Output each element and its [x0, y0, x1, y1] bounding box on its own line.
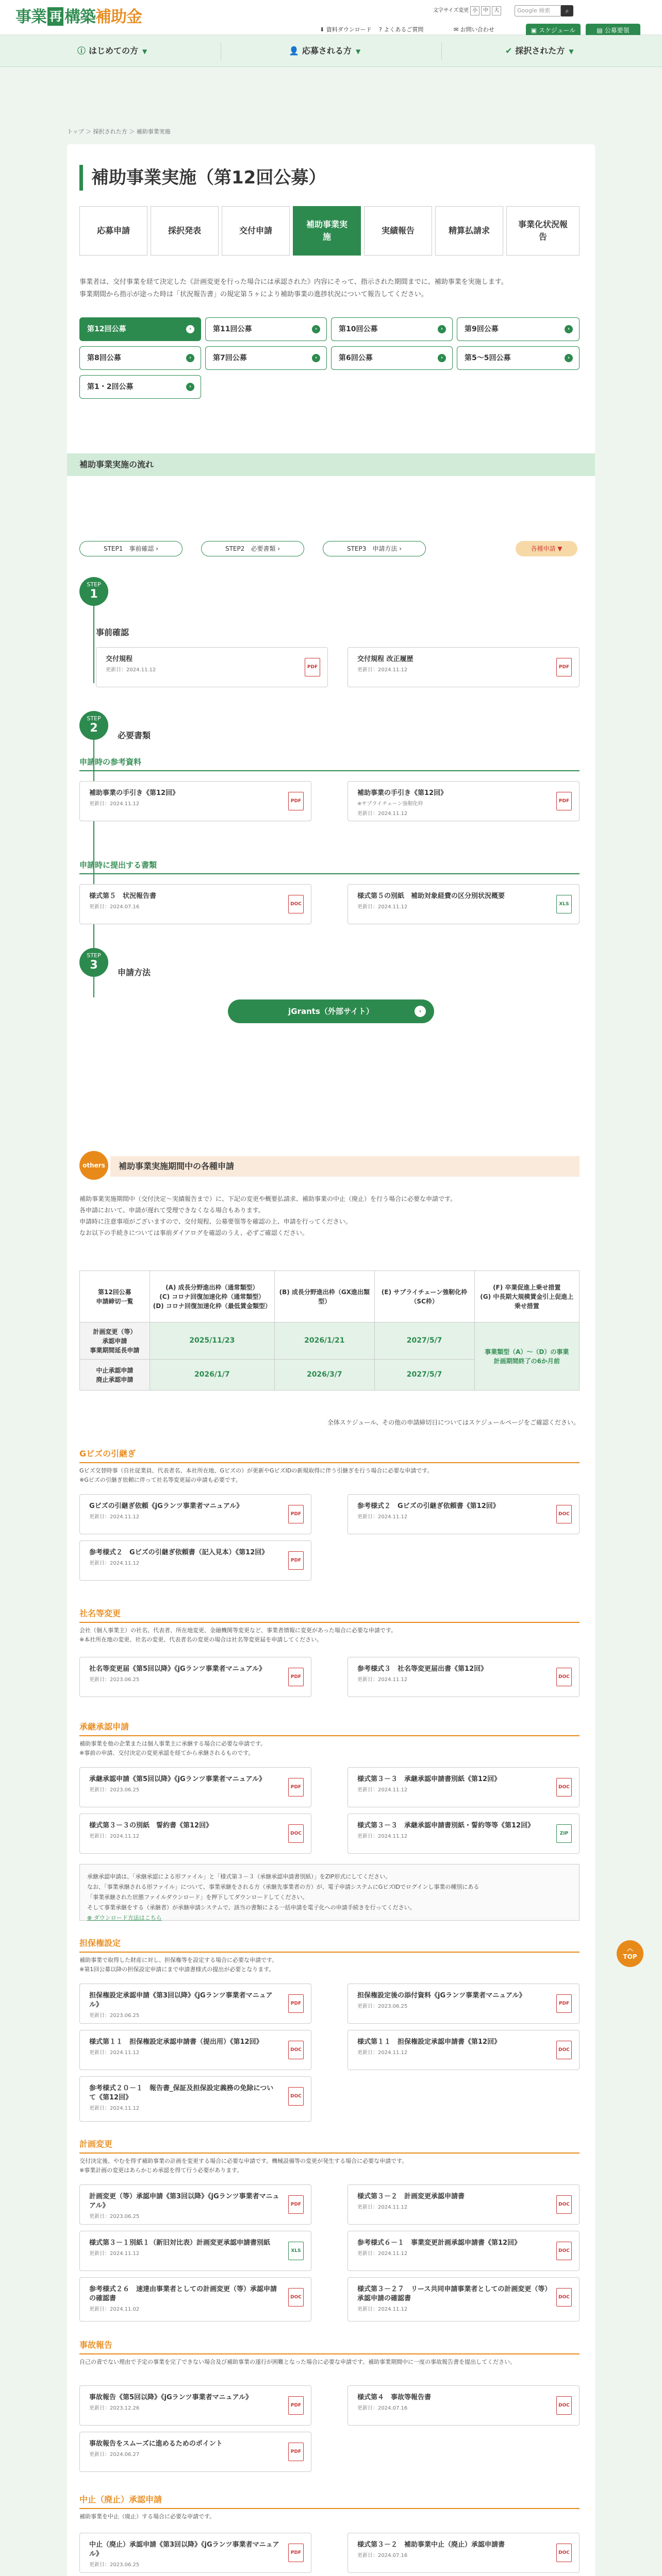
font-size-medium[interactable]: 中 [481, 6, 490, 15]
table-header: (B) 成長分野進出枠（GX進出類型） [274, 1271, 374, 1323]
table-cell: 2027/5/7 [374, 1360, 474, 1391]
step3-badge: STEP 3 [79, 948, 108, 977]
doc-card[interactable]: 中止（廃止）承認申請《第3回以降》《jGランツ事業者マニュアル》 更新日：2023.06.25 PDF [79, 2533, 311, 2573]
table-cell-merged: 事業類型（A）～（D）の事業 計画期間終了の6か月前 [474, 1323, 580, 1391]
doc-icon: DOC [288, 2087, 304, 2106]
doc-card[interactable]: 参考様式２ Gビズの引継ぎ依頼書《第12回》 更新日：2024.11.12 DOC [347, 1494, 580, 1534]
doc-icon: DOC [556, 2041, 572, 2059]
doc-card[interactable]: 補助事業の手引き《第12回》 ※サプライチェーン強靭化枠 更新日：2024.11.12 PDF [347, 781, 580, 821]
doc-card[interactable]: 様式第１１ 担保権設定承認申請書《第12回》 更新日：2024.11.12 DOC [347, 2030, 580, 2070]
round-tab-8[interactable]: 第8回公募 › [79, 346, 201, 370]
step1-badge: STEP 1 [79, 577, 108, 606]
doc-icon: DOC [288, 1824, 304, 1843]
doc-icon: DOC [288, 2288, 304, 2307]
doc-icon: DOC [556, 2242, 572, 2260]
pdf-icon: PDF [305, 658, 320, 676]
doc-icon: DOC [288, 895, 304, 913]
process-steps [79, 206, 580, 256]
util-link-faq[interactable]: ? よくあるご質問 [379, 26, 424, 33]
table-cell: 2025/11/23 [150, 1323, 274, 1360]
doc-card[interactable]: 交付規程 更新日：2024.11.12 PDF [96, 647, 328, 687]
round-tab-11[interactable]: 第11回公募 › [205, 317, 327, 341]
pdf-icon: PDF [288, 1778, 304, 1797]
nav-item-adopted[interactable]: ✔ 採択された方 ▼ [505, 46, 574, 56]
doc-card[interactable]: 様式第３－２ 計画変更承認申請書 更新日：2024.11.12 DOC [347, 2184, 580, 2225]
util-link-download[interactable]: ⬇ 資料ダウンロード [320, 26, 372, 33]
main-content [67, 144, 595, 2576]
subhead-reference: 申請時の参考資料 [79, 756, 580, 771]
doc-card[interactable]: 様式第３－２ 補助事業中止（廃止）承認申請書 更新日：2024.07.16 DOC [347, 2533, 580, 2573]
search-input[interactable]: Google 検索 [515, 5, 561, 16]
check-icon: ✔ [505, 46, 512, 56]
pdf-icon: PDF [556, 658, 572, 676]
step-adoption[interactable]: 採択発表 [151, 206, 219, 256]
schedule-note: 全体スケジュール、その他の申請締切日についてはスケジュールページをご確認ください。 [327, 1419, 580, 1426]
step1-title: 事前確認 [96, 628, 129, 637]
table-cell: 2026/1/7 [150, 1360, 274, 1391]
chevron-right-icon: › [186, 354, 194, 362]
section-head-accident: 事故報告 [79, 2339, 580, 2354]
flow-tag-other[interactable]: 各種申請 ▼ [516, 541, 577, 556]
chevron-down-icon: ▼ [569, 48, 574, 55]
page-description: 事業者は、交付事業を経て決定した《計画変更を行った場合には承認された》内容にそって、指示された期間までに、補助事業を実施します。 事業期間から指示が途った時は「状況報告書」の規定第５ヶにより補助事業の進捗状況について報告してください。 [79, 278, 508, 298]
round-tab-6[interactable]: 第6回公募 › [331, 346, 453, 370]
nav-item-beginner[interactable]: ⓘ はじめての方 ▼ [77, 46, 147, 56]
doc-icon: DOC [556, 2396, 572, 2415]
section-desc: 補助事業を中止（廃止）する場合に必要な申請です。 [79, 2513, 216, 2520]
download-method-link[interactable]: ⊕ ダウンロード方法はこちら [87, 1914, 162, 1921]
breadcrumb[interactable]: トップ ＞ 採択された方 ＞ 補助事業実施 [67, 128, 171, 135]
step2-title: 必要書類 [118, 731, 151, 740]
section-desc: 会社（個人事業主）の社名、代表者、所在地変更、金融機関等変更など、事業者情報に変更があった場合に必要な申請です。 ※本社所在地の変更、社名の変更、代表者名の変更の場合は社名等変更届を申請してください。 [79, 1627, 397, 1643]
doc-icon: DOC [288, 2041, 304, 2059]
doc-card[interactable]: 事故報告をスムーズに進めるためのポイント 更新日：2024.06.27 PDF [79, 2432, 311, 2472]
step2-badge: STEP 2 [79, 711, 108, 740]
doc-card[interactable]: 参考様式３ 社名等変更届出書《第12回》 更新日：2024.11.12 DOC [347, 1657, 580, 1697]
doc-card[interactable]: 参考様式６－１ 事業変更計画承認申請書《第12回》 更新日：2024.11.12 DOC [347, 2231, 580, 2271]
step-apply[interactable]: 応募申請 [79, 206, 147, 256]
pdf-icon: PDF [288, 2544, 304, 2562]
chevron-right-icon: › [186, 383, 194, 391]
nav-item-applicant[interactable]: 👤 応募される方 ▼ [289, 46, 361, 56]
section-desc: 補助事業で取得した財産に対し、担保権等を設定する場合に必要な申請です。 ※第1回公募以降の担保設定申請にまで申請書様式の提出が必要となります。 [79, 1957, 278, 1973]
search-icon[interactable]: ⌕ [561, 5, 573, 16]
round-tab-1-2[interactable]: 第1・2回公募 › [79, 375, 201, 399]
step-connector [93, 606, 94, 683]
flow-step1-link[interactable]: STEP1 事前確認 › [79, 541, 183, 556]
step-settlement[interactable]: 精算払請求 [435, 206, 503, 256]
font-size-control: 文字サイズ変更 小 中 大 [433, 6, 501, 16]
round-tab-3-5[interactable]: 第5〜5回公募 › [457, 346, 580, 370]
doc-icon: DOC [556, 2544, 572, 2562]
doc-card[interactable]: 社名等変更届《第5回以降》《jGランツ事業者マニュアル》 更新日：2023.06.25 PDF [79, 1657, 311, 1697]
doc-card[interactable]: 様式第５ 状況報告書 更新日：2024.07.16 DOC [79, 884, 311, 924]
section-head-collateral: 担保権設定 [79, 1937, 580, 1953]
chevron-right-icon: › [312, 325, 320, 333]
doc-card[interactable]: 事故報告《第5回以降》《jGランツ事業者マニュアル》 更新日：2023.12.26 PDF [79, 2385, 311, 2426]
chevron-right-icon: › [415, 1006, 426, 1017]
others-description: 補助事業実施期間中（交付決定〜実績報告まで）に、下記の変更や概要払請求、補助事業の中止（廃止）を行う場合に必要な申請です。 各申請において、申請が遅れて受理できなくなる場合もあります。 申請時に注意事項がございますので、交付規程、公募要領等を確認の上、申請を行ってください。 なお以下の手続きについては事前ダイアログを確認のうえ、必ずご確認ください。 [79, 1195, 457, 1236]
doc-card[interactable]: 参考様式２６ 速達由事業者としての計画変更（等）承認申請の確認書 更新日：2024.11.02 DOC [79, 2277, 311, 2321]
info-icon: ⓘ [77, 46, 86, 56]
doc-card[interactable]: 様式第３－３ 承継承認申請書別紙《第12回》 更新日：2024.11.12 DOC [347, 1767, 580, 1807]
deadline-table [79, 1270, 580, 1391]
section-desc: 自己の責でない理由で予定の事業を完了できない場合及び補助事業の遂行が困難となった場合に必要な申請です。補助事業期間中に一度の事故報告書を提出してください。 [79, 2359, 516, 2365]
table-cell: 2026/3/7 [274, 1360, 374, 1391]
step-implementation[interactable]: 補助事業実施 [293, 206, 361, 256]
font-size-small[interactable]: 小 [470, 6, 479, 15]
doc-card[interactable]: 様式第３－２７ リース共同申請事業者としての計画変更（等）承認申請の確認書 更新日：2024.11.12 DOC [347, 2277, 580, 2321]
succession-note: 承継承認申請は、「承継承認による形ファイル」と「様式第３－３（承継承認申請書別紙）」をZIP形式にしてください。 なお、「事業承継される形ファイル」について、事業承継をされる方（承継先事業者の方）が、電子申請システムにGビズIDでログインし事業の種別にある 「事業承継された状態ファイルダウンロード」を押下してダウンロードしてください。 そして事業承継をする（承継者）が承継申請システムで、該当の書類による一括申請を電子化への申請手続きを行ってください。 ⊕ ダウンロード方法はこちら [79, 1864, 580, 1921]
table-header: (E) サプライチェーン強靭化枠（SC枠） [374, 1271, 474, 1323]
section-desc: 補助事業を他の企業または個人事業主に承継する場合に必要な申請です。 ※事前の申請、交付決定の変更承認を経てから承継されるものです。 [79, 1740, 267, 1756]
doc-card[interactable]: Gビズの引継ぎ依頼《jGランツ事業者マニュアル》 更新日：2024.11.12 PDF [79, 1494, 311, 1534]
pdf-icon: PDF [288, 2443, 304, 2461]
pdf-icon: PDF [556, 792, 572, 810]
guideline-button[interactable]: ▤ 公募要領 [586, 24, 640, 37]
step-report[interactable]: 実績報告 [364, 206, 432, 256]
table-header: (F) 卒業促進上乗せ措置 (G) 中長期大規模賃金引上促進上乗せ措置 [474, 1271, 580, 1323]
doc-card[interactable]: 様式第５の別紙 補助対象経費の区分別状況概要 更新日：2024.11.12 XLS [347, 884, 580, 924]
doc-icon: DOC [556, 2288, 572, 2307]
pdf-icon: PDF [288, 792, 304, 810]
doc-card[interactable]: 補助事業の手引き《第12回》 更新日：2024.11.12 PDF [79, 781, 311, 821]
doc-card[interactable]: 参考様式２ Gビズの引継ぎ依頼書（記入見本）《第12回》 更新日：2024.11.12 PDF [79, 1540, 311, 1581]
doc-card[interactable]: 承継承認申請《第5回以降》《jGランツ事業者マニュアル》 更新日：2023.06.25 PDF [79, 1767, 311, 1807]
chevron-right-icon: › [438, 354, 446, 362]
schedule-button[interactable]: ▣ スケジュール [526, 24, 581, 37]
doc-icon: DOC [556, 2195, 572, 2214]
chevron-up-icon: ︿ [626, 1945, 633, 1952]
doc-icon: DOC [556, 1505, 572, 1523]
xls-icon: XLS [288, 2242, 304, 2260]
doc-card[interactable]: 様式第３－３の別紙 誓約書《第12回》 更新日：2024.11.12 DOC [79, 1814, 311, 1854]
pdf-icon: PDF [288, 1994, 304, 2013]
chevron-right-icon: › [438, 325, 446, 333]
step3-title: 申請方法 [118, 968, 151, 977]
pdf-icon: PDF [288, 1551, 304, 1570]
table-header: 第12回公募 申請締切一覧 [80, 1271, 150, 1323]
doc-card[interactable]: 様式第４ 事故等報告書 更新日：2024.07.16 DOC [347, 2385, 580, 2426]
util-link-contact[interactable]: ✉ お問い合わせ [454, 26, 494, 33]
doc-card[interactable]: 計画変更（等）承認申請《第3回以降》《jGランツ事業者マニュアル》 更新日：2023.06.25 PDF [79, 2184, 311, 2225]
doc-card[interactable]: 参考様式２０－１ 報告書_保証及担保設定義務の免除について《第12回》 更新日：2024.11.12 DOC [79, 2076, 311, 2122]
pdf-icon: PDF [288, 2396, 304, 2415]
round-tab-9[interactable]: 第9回公募 › [457, 317, 580, 341]
doc-card[interactable]: 担保権設定承認申請《第3回以降》《jGランツ事業者マニュアル》 更新日：2023.06.25 PDF [79, 1984, 311, 2024]
pdf-icon: PDF [288, 1668, 304, 1686]
step-status-report[interactable]: 事業化状況報告 [506, 206, 580, 256]
others-badge: others [79, 1151, 108, 1180]
nav-divider [441, 42, 442, 60]
step1-block [79, 577, 580, 680]
chevron-right-icon: › [565, 354, 573, 362]
table-row-header: 計画変更（等） 承認申請 事業期間延長申請 [80, 1323, 150, 1360]
chevron-down-icon: ▼ [355, 48, 361, 55]
back-to-top-button[interactable]: ︿ TOP [617, 1940, 643, 1967]
flow-step3-link[interactable]: STEP3 申請方法 › [323, 541, 426, 556]
section-bar-flow: 補助事業実施の流れ [67, 453, 595, 476]
section-desc: 交付決定後、やむを得ず補助事業の計画を変更する場合に必要な申請です。機械設備等の変更が発生する場合に必要な申請です。 ※事業計画の変更はあらかじめ承認を得て行う必要があります。 [79, 2158, 408, 2174]
chevron-down-icon: ▼ [142, 48, 147, 55]
pdf-icon: PDF [556, 1994, 572, 2013]
pdf-icon: PDF [288, 2195, 304, 2214]
section-desc: Gビズ交替時事（自社従業員、代表者名、本社所在地、Gビズの）が更新やGビズIDの新規取得に伴う引継ぎを行う場合に必要な申請です。 ※Gビズの引継ぎ依頼に伴って社名等変更届の申請も必要です。 [79, 1467, 433, 1483]
jgrants-link-button[interactable]: jGrants（外部サイト） › [228, 999, 434, 1023]
doc-icon: DOC [556, 1668, 572, 1686]
page-title: 補助事業実施（第12回公募） [79, 165, 326, 191]
doc-card[interactable]: 担保権設定後の添付資料《jGランツ事業者マニュアル》 更新日：2023.06.25 PDF [347, 1984, 580, 2024]
site-logo[interactable]: 事業 再 構築補助金 [15, 8, 142, 26]
round-tab-10[interactable]: 第10回公募 › [331, 317, 453, 341]
doc-card[interactable]: 様式第１１ 担保権設定承認申請書（提出用）《第12回》 更新日：2024.11.12 DOC [79, 2030, 311, 2070]
table-header: (A) 成長分野進出枠（通常類型） (C) コロナ回復加速化枠（通常類型） (D) コロナ回復加速化枠（最低賃金類型） [150, 1271, 274, 1323]
others-title: 補助事業実施期間中の各種申請 [110, 1156, 580, 1177]
subhead-submit-docs: 申請時に提出する書類 [79, 859, 580, 874]
pdf-icon: PDF [288, 1505, 304, 1523]
font-size-large[interactable]: 大 [492, 6, 501, 15]
section-head-name-change: 社名等変更 [79, 1607, 580, 1623]
round-tab-7[interactable]: 第7回公募 › [205, 346, 327, 370]
chevron-right-icon: › [565, 325, 573, 333]
doc-card[interactable]: 様式第３－１別紙１（新旧対比表）計画変更承認申請書別紙 更新日：2024.11.12 XLS [79, 2231, 311, 2271]
flow-step2-link[interactable]: STEP2 必要書類 › [201, 541, 304, 556]
section-head-cancel: 中止（廃止）承認申請 [79, 2494, 580, 2509]
section-head-succession: 承継承認申請 [79, 1721, 580, 1736]
step-grant-apply[interactable]: 交付申請 [222, 206, 290, 256]
global-nav [0, 35, 662, 67]
zip-icon: ZIP [556, 1824, 572, 1843]
table-cell: 2027/5/7 [374, 1323, 474, 1360]
doc-icon: DOC [556, 1778, 572, 1797]
section-head-gbiz: Gビズの引継ぎ [79, 1448, 580, 1463]
doc-card[interactable]: 様式第３－３ 承継承認申請書別紙・誓約等等《第12回》 更新日：2024.11.12 ZIP [347, 1814, 580, 1854]
section-head-plan-change: 計画変更 [79, 2138, 580, 2154]
table-cell: 2026/1/21 [274, 1323, 374, 1360]
table-row-header: 中止承認申請 廃止承認申請 [80, 1360, 150, 1391]
person-icon: 👤 [289, 46, 299, 56]
round-tab-12[interactable]: 第12回公募 › [79, 317, 201, 341]
site-header [0, 0, 662, 35]
chevron-right-icon: › [312, 354, 320, 362]
xls-icon: XLS [556, 895, 572, 913]
chevron-right-icon: › [186, 325, 194, 333]
doc-card[interactable]: 交付規程 改正履歴 更新日：2024.11.12 PDF [347, 647, 580, 687]
